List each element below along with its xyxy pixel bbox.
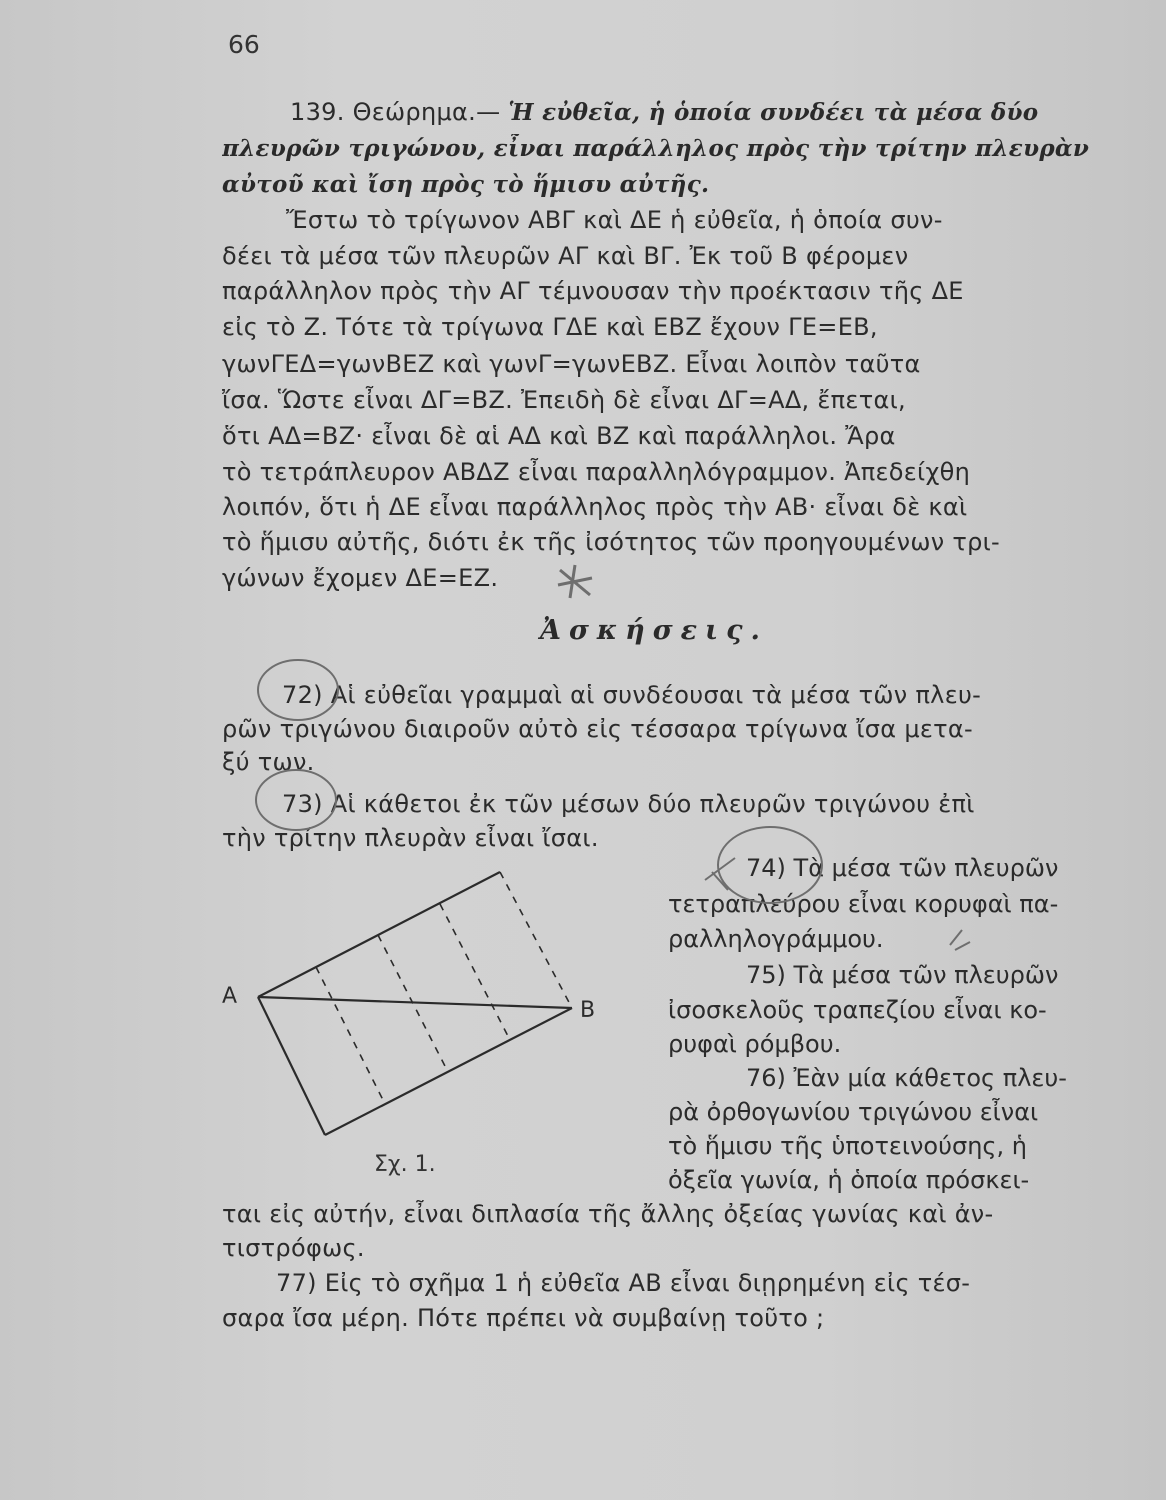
exercise-76-line: ὀξεῖα γωνία, ἡ ὁποία πρόσκει- [668,1166,1030,1194]
theorem-italic-start: Ἡ εὐθεῖα, ἡ ὁποία συνδέει τὰ μέσα δύο [508,99,1039,126]
exercise-72-line: ρῶν τριγώνου διαιροῦν αὐτὸ εἰς τέσσαρα τρίγωνα ἴσα μετα- [222,715,974,743]
page-number: 66 [228,30,260,59]
exercise-74-line: ραλληλογράμμου. [668,925,884,953]
proof-line: τὸ ἥμισυ αὐτῆς, διότι ἐκ τῆς ἰσότητος τῶν προηγουμένων τρι- [222,528,1001,556]
exercise-74-line: τετραπλεύρου εἶναι κορυφαὶ πα- [668,890,1059,918]
proof-line: γωνΓΕΔ=γωνΒΕΖ καὶ γωνΓ=γωνΕΒΖ. Εἶναι λοιπὸν ταῦτα [222,350,921,378]
exercise-76-line: ρὰ ὀρθογωνίου τριγώνου εἶναι [668,1098,1039,1126]
exercise-76-line: τὸ ἥμισυ τῆς ὑποτεινούσης, ἡ [668,1132,1027,1160]
proof-line: τὸ τετράπλευρον ΑΒΔΖ εἶναι παραλληλόγραμμον. Ἀπεδείχθη [222,458,971,486]
exercise-74-line: 74) Τὰ μέσα τῶν πλευρῶν [746,854,1059,882]
proof-line: Ἔστω τὸ τρίγωνον ΑΒΓ καὶ ΔΕ ἡ εὐθεῖα, ἡ ὁποία συν- [286,206,943,234]
pencil-mark-75 [950,930,970,950]
pencil-circle-73 [256,770,336,830]
exercise-72-line: 72) Αἱ εὐθεῖαι γραμμαὶ αἱ συνδέουσαι τὰ μέσα τῶν πλευ- [282,681,982,709]
theorem-line-3: αὐτοῦ καὶ ἴση πρὸς τὸ ἥμισυ αὐτῆς. [222,171,710,198]
theorem-line-2: πλευρῶν τριγώνου, εἶναι παράλληλος πρὸς τὴν τρίτην πλευρὰν [222,135,1090,162]
pencil-circle-72 [258,660,338,720]
figure-caption: Σχ. 1. [374,1152,436,1177]
pencil-circle-74 [718,827,822,903]
exercise-73-line: 73) Αἱ κάθετοι ἐκ τῶν μέσων δύο πλευρῶν τριγώνου ἐπὶ [282,790,975,818]
pencil-star-mark [558,565,592,598]
exercise-75-line: ἰσοσκελοῦς τραπεζίου εἶναι κο- [668,996,1047,1024]
exercise-76-line: ται εἰς αὐτήν, εἶναι διπλασία τῆς ἄλλης ὀξείας γωνίας καὶ ἀν- [222,1200,994,1228]
figure-label-a: Α [222,984,238,1009]
exercise-76-line: 76) Ἐὰν μία κάθετος πλευ- [746,1064,1067,1092]
exercises-heading: Ἀσκήσεις. [540,615,768,646]
proof-line: ὅτι ΑΔ=ΒΖ· εἶναι δὲ αἱ ΑΔ καὶ ΒΖ καὶ παράλληλοι. Ἄρα [222,422,896,450]
proof-line: ἴσα. Ὥστε εἶναι ΔΓ=ΒΖ. Ἐπειδὴ δὲ εἶναι ΔΓ=ΑΔ, ἔπεται, [222,386,906,414]
exercise-76-line: τιστρόφως. [222,1234,365,1262]
proof-line: λοιπόν, ὅτι ἡ ΔΕ εἶναι παράλληλος πρὸς τὴν ΑΒ· εἶναι δὲ καὶ [222,493,968,521]
proof-line: γώνων ἔχομεν ΔΕ=ΕΖ. [222,564,499,592]
theorem-number: 139. Θεώρημα.— [290,98,509,126]
exercise-75-line: ρυφαὶ ρόμβου. [668,1030,842,1058]
figure-label-b: Β [580,998,596,1023]
exercise-75-line: 75) Τὰ μέσα τῶν πλευρῶν [746,961,1059,989]
proof-line: εἰς τὸ Ζ. Τότε τὰ τρίγωνα ΓΔΕ καὶ ΕΒΖ ἔχουν ΓΕ=ΕΒ, [222,313,878,341]
proof-line: παράλληλον πρὸς τὴν ΑΓ τέμνουσαν τὴν προέκτασιν τῆς ΔΕ [222,277,964,305]
exercise-72-line: ξύ των. [222,748,315,776]
exercise-73-line: τὴν τρίτην πλευρὰν εἶναι ἴσαι. [222,824,599,852]
exercise-77-line: σαρα ἴσα μέρη. Πότε πρέπει νὰ συμβαίνῃ τοῦτο ; [222,1304,825,1332]
proof-line: δέει τὰ μέσα τῶν πλευρῶν ΑΓ καὶ ΒΓ. Ἐκ τοῦ Β φέρομεν [222,242,909,270]
exercise-77-line: 77) Εἰς τὸ σχῆμα 1 ἡ εὐθεῖα ΑΒ εἶναι διῃρημένη εἰς τέσ- [276,1269,971,1297]
